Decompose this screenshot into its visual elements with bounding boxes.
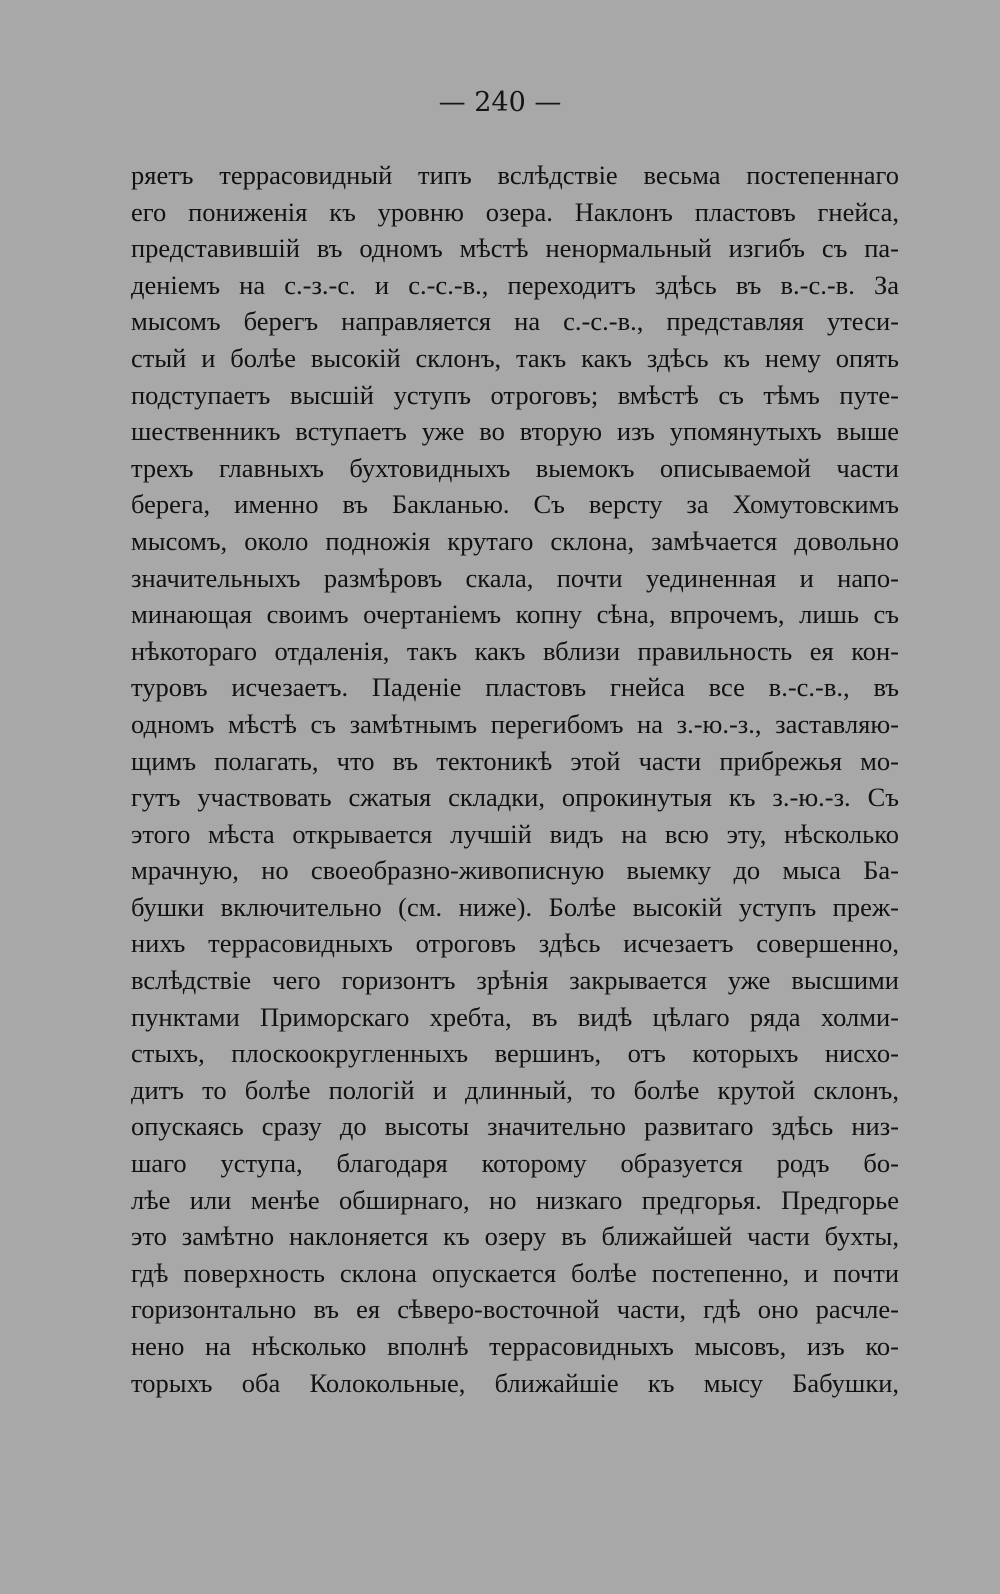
text-line-19: этого мѣста открывается лучшій видъ на всю эту, нѣсколько (131, 818, 899, 849)
text-line-4: деніемъ на с.-з.-с. и с.-с.-в., переходитъ здѣсь въ в.-с.-в. За (131, 269, 899, 300)
text-line-6: стый и болѣе высокій склонъ, такъ какъ здѣсь къ нему опять (131, 342, 899, 373)
body-text (131, 157, 899, 1401)
text-line-14: нѣкотораго отдаленія, такъ какъ вблизи правильность ея кон- (131, 635, 899, 666)
text-line-13: минающая своимъ очертаніемъ копну сѣна, впрочемъ, лишь съ (131, 599, 899, 630)
text-line-33: нено на нѣсколько вполнѣ террасовидныхъ мысовъ, изъ ко- (131, 1331, 899, 1361)
text-line-22: нихъ террасовидныхъ отроговъ здѣсь исчезаетъ совершенно, (131, 928, 899, 959)
text-line-11: мысомъ, около подножія крутаго склона, замѣчается довольно (131, 525, 899, 556)
text-line-16: одномъ мѣстѣ съ замѣтнымъ перегибомъ на з.-ю.-з., заставляю- (131, 708, 899, 739)
text-line-31: гдѣ поверхность склона опускается болѣе постепенно, и почти (131, 1257, 899, 1288)
text-line-1: ряетъ террасовидный типъ вслѣдствіе весьма постепеннаго (131, 160, 899, 190)
text-line-21: бушки включительно (см. ниже). Болѣе высокій уступъ преж- (131, 891, 899, 922)
text-line-30: это замѣтно наклоняется къ озеру въ ближайшей части бухты, (131, 1221, 899, 1252)
text-line-23: вслѣдствіе чего горизонтъ зрѣнія закрывается уже высшими (131, 965, 899, 996)
text-line-26: дитъ то болѣе пологій и длинный, то болѣе крутой склонъ, (131, 1074, 899, 1105)
text-line-18: гутъ участвовать сжатыя складки, опрокинутыя къ з.-ю.-з. Съ (131, 782, 899, 813)
text-line-17: щимъ полагать, что въ тектоникѣ этой части прибрежья мо- (131, 745, 899, 776)
text-line-9: трехъ главныхъ бухтовидныхъ выемокъ описываемой части (131, 452, 899, 483)
text-line-20: мрачную, но своеобразно-живописную выемку до мыса Ба- (131, 855, 899, 886)
text-line-3: представившій въ одномъ мѣстѣ ненормальный изгибъ съ па- (131, 233, 899, 264)
text-line-7: подступаетъ высшій уступъ отроговъ; вмѣстѣ съ тѣмъ путе- (131, 379, 899, 410)
text-line-15: туровъ исчезаетъ. Паденіе пластовъ гнейса все в.-с.-в., въ (131, 672, 899, 703)
page-number: — 240 — (438, 87, 562, 118)
text-line-29: лѣе или менѣе обширнаго, но низкаго предгорья. Предгорье (131, 1184, 899, 1215)
text-line-24: пунктами Приморскаго хребта, въ видѣ цѣлаго ряда холми- (131, 1001, 899, 1032)
text-line-2: его пониженія къ уровню озера. Наклонъ пластовъ гнейса, (131, 196, 899, 227)
text-line-8: шественникъ вступаетъ уже во вторую изъ упомянутыхъ выше (131, 416, 899, 447)
text-line-34: торыхъ оба Колокольные, ближайшіе къ мысу Бабушки, (131, 1367, 899, 1398)
text-line-25: стыхъ, плоскоокругленныхъ вершинъ, отъ которыхъ нисхо- (131, 1038, 899, 1069)
text-line-32: горизонтально въ ея сѣверо-восточной части, гдѣ оно расчле- (131, 1294, 899, 1325)
text-line-28: шаго уступа, благодаря которому образуется родъ бо- (131, 1148, 899, 1179)
text-line-12: значительныхъ размѣровъ скала, почти уединенная и напо- (131, 562, 899, 593)
text-line-10: берега, именно въ Бакланью. Съ версту за Хомутовскимъ (131, 489, 899, 520)
text-line-27: опускаясь сразу до высоты значительно развитаго здѣсь низ- (131, 1111, 899, 1142)
text-line-5: мысомъ берегъ направляется на с.-с.-в., представляя утеси- (131, 306, 899, 337)
